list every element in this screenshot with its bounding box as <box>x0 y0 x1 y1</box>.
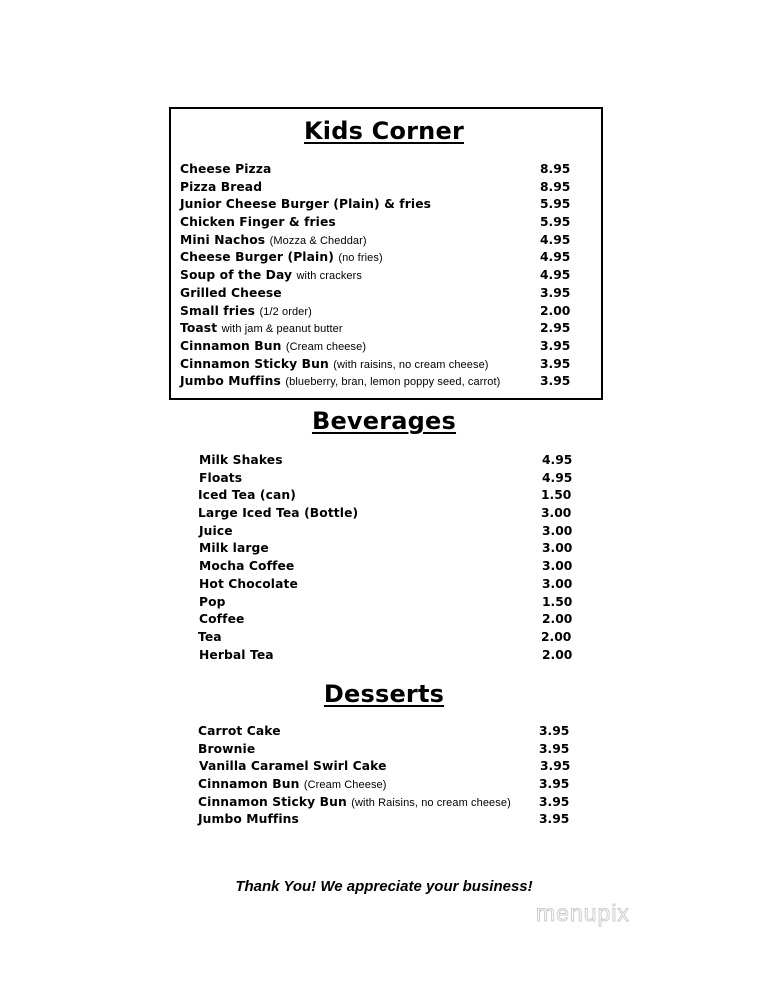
svg-text:menupix: menupix <box>536 900 630 926</box>
desserts-item <box>198 794 578 812</box>
item-price: 3.00 <box>542 559 573 574</box>
kids-corner-item <box>180 338 580 356</box>
item-price: 3.95 <box>539 812 570 827</box>
item-name <box>199 647 274 665</box>
item-name-text: Toast <box>180 321 218 336</box>
item-name-text: Large Iced Tea (Bottle) <box>198 506 359 521</box>
item-price: 5.95 <box>540 215 571 230</box>
item-name <box>199 452 283 470</box>
item-name <box>180 267 362 286</box>
kids-corner-item <box>180 161 580 179</box>
item-price: 4.95 <box>542 453 573 467</box>
item-name <box>198 723 281 741</box>
item-name-text: Jumbo Muffins <box>180 374 281 389</box>
kids-corner-item <box>180 179 580 197</box>
item-price: 4.95 <box>540 250 571 265</box>
beverages-title: Beverages <box>311 407 457 435</box>
item-note: (Mozza & Cheddar) <box>269 234 367 247</box>
item-name-text: Small fries <box>180 303 256 318</box>
item-name <box>180 338 366 357</box>
kids-corner-item <box>180 249 580 267</box>
item-name-text: Milk large <box>199 541 269 556</box>
item-price: 2.00 <box>542 647 573 662</box>
item-price: 3.95 <box>539 724 570 738</box>
beverages-item <box>199 558 578 576</box>
beverages-item <box>199 523 578 541</box>
item-name-text: Cinnamon Bun <box>180 338 282 353</box>
kids-corner-item <box>180 214 580 232</box>
item-note: (1/2 order) <box>259 305 312 318</box>
beverages-item <box>199 576 578 594</box>
item-name-text: Pop <box>199 594 226 609</box>
item-price: 3.00 <box>542 576 573 591</box>
item-name-text: Cinnamon Sticky Bun <box>198 794 347 809</box>
desserts-item <box>198 811 578 829</box>
beverages-item <box>199 452 578 470</box>
item-note: (Cream Cheese) <box>303 779 387 792</box>
item-name-text: Milk Shakes <box>199 453 283 467</box>
item-name <box>199 558 294 576</box>
kids-corner-title: Kids Corner <box>304 117 464 145</box>
beverages-item <box>199 540 578 558</box>
kids-corner-item <box>180 196 580 214</box>
item-price: 3.00 <box>542 523 573 538</box>
item-name-text: Mini Nachos <box>180 232 266 247</box>
item-name <box>199 470 242 488</box>
item-name <box>198 811 299 829</box>
item-price: 3.00 <box>542 541 573 556</box>
item-name-text: Grilled Cheese <box>180 285 282 300</box>
item-note: (blueberry, bran, lemon poppy seed, carrot) <box>285 376 501 389</box>
item-price: 3.95 <box>539 777 570 792</box>
item-price: 3.95 <box>540 356 571 371</box>
kids-corner-item <box>180 285 580 303</box>
item-name <box>198 487 296 505</box>
item-price: 3.00 <box>541 506 572 521</box>
item-note: (Cream cheese) <box>285 340 367 353</box>
beverages-item <box>198 629 578 647</box>
item-name <box>199 523 233 541</box>
item-name <box>198 794 511 813</box>
beverages-item <box>199 594 578 612</box>
beverages-list <box>198 452 578 664</box>
item-name <box>180 232 367 251</box>
desserts-item <box>198 741 578 759</box>
item-note: with jam & peanut butter <box>221 323 343 336</box>
beverages-item <box>199 647 578 665</box>
item-name-text: Cinnamon Sticky Bun <box>180 356 329 371</box>
item-price: 1.50 <box>542 594 573 609</box>
item-name-text: Carrot Cake <box>198 724 281 738</box>
item-price: 2.00 <box>540 303 571 318</box>
item-price: 3.95 <box>539 741 570 756</box>
item-name <box>199 576 298 594</box>
item-name-text: Jumbo Muffins <box>198 812 299 827</box>
item-name-text: Cinnamon Bun <box>198 777 300 792</box>
item-name-text: Pizza Bread <box>180 179 263 194</box>
item-name-text: Soup of the Day <box>180 268 293 283</box>
item-note: (with raisins, no cream cheese) <box>333 358 489 371</box>
item-price: 8.95 <box>540 162 571 176</box>
kids-corner-item <box>180 320 580 338</box>
item-price: 3.95 <box>540 285 571 300</box>
item-price: 8.95 <box>540 179 571 194</box>
item-price: 4.95 <box>542 470 573 485</box>
item-name <box>180 249 383 268</box>
kids-corner-item <box>180 373 580 391</box>
item-name-text: Brownie <box>198 741 256 756</box>
item-name-text: Floats <box>199 470 243 485</box>
item-price: 4.95 <box>540 268 571 283</box>
item-name <box>199 540 269 558</box>
item-price: 2.00 <box>541 629 572 644</box>
item-name-text: Cheese Pizza <box>180 162 272 176</box>
item-name <box>199 611 244 629</box>
item-name-text: Mocha Coffee <box>199 559 295 574</box>
item-note: with crackers <box>296 270 362 283</box>
item-name-text: Hot Chocolate <box>199 576 298 591</box>
item-name <box>180 196 431 214</box>
item-name <box>180 161 271 179</box>
menupix-watermark-logo <box>534 899 684 929</box>
item-price: 2.95 <box>540 321 571 336</box>
desserts-title: Desserts <box>323 680 445 708</box>
item-name-text: Iced Tea (can) <box>198 488 296 503</box>
item-name-text: Herbal Tea <box>199 647 274 662</box>
item-name-text: Cheese Burger (Plain) <box>180 250 334 265</box>
item-name <box>199 758 387 776</box>
item-name <box>180 179 262 197</box>
item-name <box>180 356 489 375</box>
desserts-item <box>199 758 578 776</box>
item-name <box>198 741 255 759</box>
item-name <box>198 776 387 795</box>
item-name-text: Vanilla Caramel Swirl Cake <box>199 759 387 774</box>
item-name-text: Tea <box>198 629 222 644</box>
item-name <box>180 285 282 303</box>
item-price: 1.50 <box>541 488 572 503</box>
item-price: 5.95 <box>540 197 571 212</box>
beverages-item <box>198 505 578 523</box>
item-name-text: Chicken Finger & fries <box>180 215 336 230</box>
desserts-list <box>198 723 578 829</box>
item-price: 3.95 <box>540 338 571 353</box>
item-name <box>180 320 343 339</box>
item-name <box>180 373 500 392</box>
item-note: (with Raisins, no cream cheese) <box>351 796 511 809</box>
item-price: 3.95 <box>540 759 571 774</box>
item-name <box>199 594 226 612</box>
thank-you-message: Thank You! We appreciate your business! <box>235 878 533 895</box>
desserts-item <box>198 723 578 741</box>
kids-corner-item <box>180 303 580 321</box>
desserts-item <box>198 776 578 794</box>
item-price: 4.95 <box>540 232 571 247</box>
item-price: 3.95 <box>539 794 570 809</box>
item-name-text: Juice <box>199 523 233 538</box>
item-price: 2.00 <box>542 612 573 627</box>
kids-corner-item <box>180 232 580 250</box>
beverages-item <box>198 487 578 505</box>
item-name <box>180 303 312 322</box>
item-note: (no fries) <box>338 252 383 265</box>
kids-corner-list <box>180 161 580 391</box>
kids-corner-item <box>180 267 580 285</box>
beverages-item <box>199 470 578 488</box>
item-name-text: Coffee <box>199 612 245 627</box>
item-name <box>198 505 358 523</box>
item-name <box>198 629 222 647</box>
kids-corner-item <box>180 356 580 374</box>
item-name-text: Junior Cheese Burger (Plain) & fries <box>180 197 432 212</box>
item-name <box>180 214 336 232</box>
item-price: 3.95 <box>540 374 571 389</box>
beverages-item <box>199 611 578 629</box>
